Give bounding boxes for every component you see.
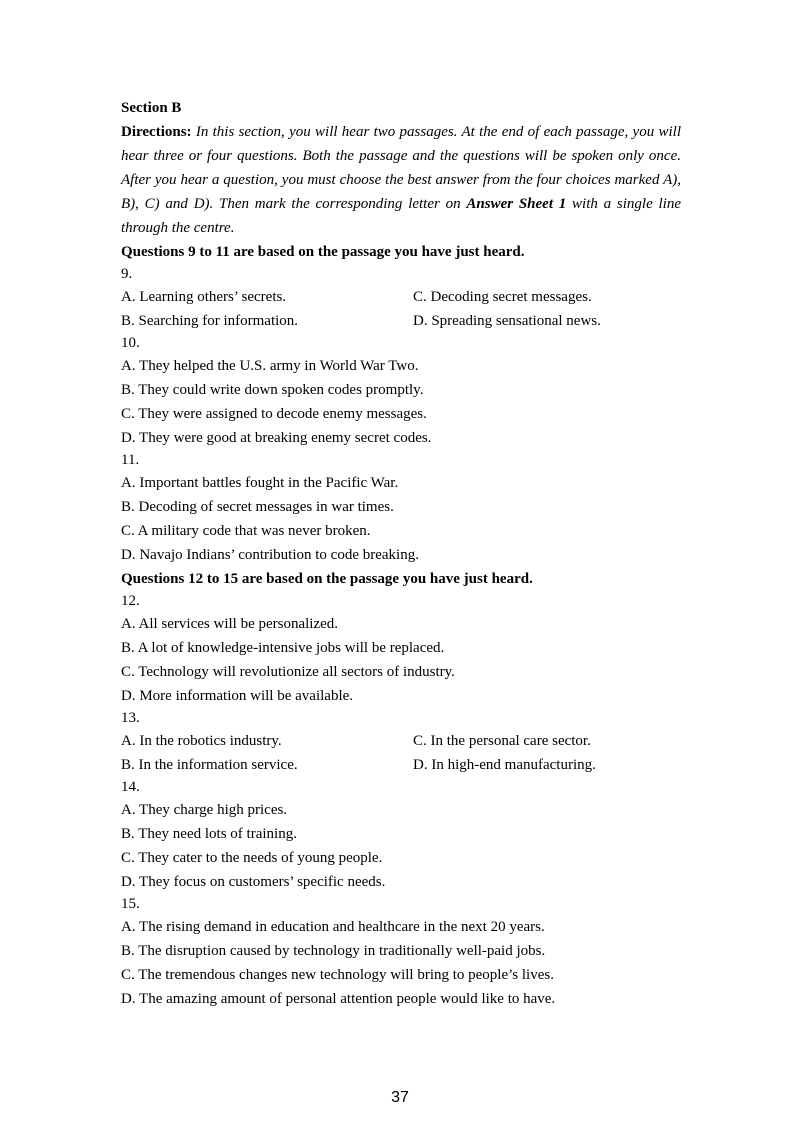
option-d: D. Navajo Indians’ contribution to code breaking.: [121, 547, 419, 563]
question-number: 11.: [121, 452, 140, 468]
option-d: D. The amazing amount of personal attention people would like to have.: [121, 991, 556, 1007]
directions-text: In this section, you will hear two passages. At the end of each passage, you will hear three or four questions. Both the passage and the questions will be spoken only once. After you hear a question, you must choose the best answer from the four choices marked A), B), C) and D). Then mark the corresponding letter on: [121, 124, 681, 212]
option-a: A. They helped the U.S. army in World War Two.: [121, 358, 419, 374]
option-b: B. The disruption caused by technology in traditionally well-paid jobs.: [121, 943, 546, 959]
option-c: C. They cater to the needs of young people.: [121, 850, 383, 866]
question-number: 9.: [121, 266, 133, 282]
option-a: A. In the robotics industry.: [121, 733, 282, 749]
option-d: D. They focus on customers’ specific needs.: [121, 874, 386, 890]
option-d: D. Spreading sensational news.: [413, 313, 601, 329]
option-c: C. Technology will revolutionize all sectors of industry.: [121, 664, 455, 680]
page-number: 37: [391, 1089, 409, 1106]
directions-label: Directions:: [121, 124, 192, 140]
document-page: [121, 96, 681, 1011]
option-a: A. They charge high prices.: [121, 802, 288, 818]
section-title: Section B: [121, 100, 182, 116]
option-d: D. They were good at breaking enemy secret codes.: [121, 430, 432, 446]
option-c: C. The tremendous changes new technology will bring to people’s lives.: [121, 967, 554, 983]
directions-text-end: with a single line through the centre.: [121, 196, 682, 236]
option-b: B. Decoding of secret messages in war times.: [121, 499, 394, 515]
question-number: 14.: [121, 779, 140, 795]
question-options: [121, 729, 681, 777]
question-number: 15.: [121, 896, 140, 912]
question-group-heading: Questions 9 to 11 are based on the passage you have just heard.: [121, 244, 525, 260]
option-c: C. In the personal care sector.: [413, 733, 591, 749]
question-number: 13.: [121, 710, 140, 726]
question-options: [121, 285, 681, 333]
option-b: B. They could write down spoken codes promptly.: [121, 382, 424, 398]
option-a: A. All services will be personalized.: [121, 616, 339, 632]
option-c: C. A military code that was never broken.: [121, 523, 371, 539]
question-group-heading: Questions 12 to 15 are based on the passage you have just heard.: [121, 571, 533, 587]
option-d: D. In high-end manufacturing.: [413, 757, 596, 773]
answer-sheet-reference: Answer Sheet 1: [466, 196, 567, 212]
option-b: B. In the information service.: [121, 757, 298, 773]
option-b: B. A lot of knowledge-intensive jobs will be replaced.: [121, 640, 445, 656]
directions-paragraph: [121, 120, 681, 240]
option-d: D. More information will be available.: [121, 688, 354, 704]
option-b: B. Searching for information.: [121, 313, 299, 329]
option-b: B. They need lots of training.: [121, 826, 297, 842]
option-c: C. Decoding secret messages.: [413, 289, 592, 305]
option-c: C. They were assigned to decode enemy messages.: [121, 406, 427, 422]
question-number: 12.: [121, 593, 140, 609]
option-a: A. Important battles fought in the Pacific War.: [121, 475, 399, 491]
question-number: 10.: [121, 335, 140, 351]
option-a: A. The rising demand in education and healthcare in the next 20 years.: [121, 919, 545, 935]
option-a: A. Learning others’ secrets.: [121, 289, 287, 305]
